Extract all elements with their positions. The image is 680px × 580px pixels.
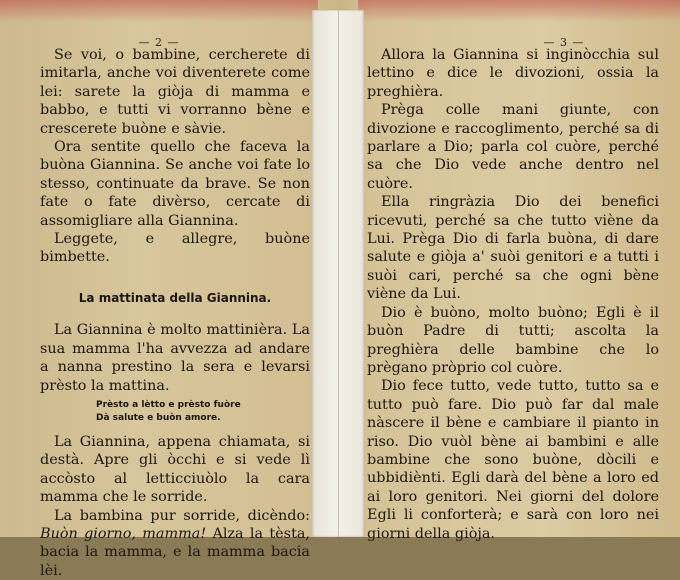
italic-greeting: Buòn giorno, mamma! bbox=[40, 525, 207, 542]
paragraph: Se voi, o bambine, cercherete di imitarla, anche voi diventerete come lei: sarete la giòja di mamma e babbo, e tutti vi vorranno bène e crescerete buòne e sàvie. bbox=[40, 47, 310, 137]
paragraph: La Giannina, appena chiamata, si destà. Apre gli òcchi e si vede lì accòsto al letticciuòlo la cara mamma che le sorride. bbox=[40, 433, 310, 506]
red-edge-stain bbox=[0, 0, 318, 22]
page-number-right: — 3 — bbox=[543, 36, 585, 49]
right-page-text bbox=[367, 46, 659, 543]
paragraph bbox=[40, 507, 310, 580]
paragraph: Ella ringràzia Dio dei benefici ricevuti, perché sa che tutto viène da Lui. Prèga Dio di farla buòna, di dare salute e giòja a' suòi genitori e a tutti i suòi cari, perché sa che ogni bène viène da Lui. bbox=[367, 194, 659, 303]
paragraph: Prèga colle mani giunte, con divozione e raccoglimento, perché sa di parlare a Dio; parla col cuòre, perché sa che Dio vede anche dentro nel cuòre. bbox=[367, 102, 659, 192]
paragraph-text: La bambina pur sorride, dicèndo: bbox=[54, 507, 310, 524]
right-page bbox=[358, 0, 680, 542]
paragraph: Dio è buòno, molto buòno; Egli è il buòn Padre di tutti; ascolta la preghièra delle bambine che lo prègano pròprio col cuòre. bbox=[367, 304, 659, 376]
paragraph-text: Alza la tèsta, bacia la mamma, e la mamma bacia lèi. bbox=[40, 525, 311, 579]
paragraph: Ora sentite quello che faceva la buòna Giannina. Se anche voi fate lo stesso, continuate da brave. Se non fate o fate divèrso, cercate di assomigliare alla Giannina. bbox=[40, 139, 310, 229]
left-page bbox=[0, 0, 318, 579]
section-heading: La mattinata della Giannina. bbox=[78, 290, 272, 305]
paragraph: Dio fece tutto, vede tutto, tutto sa e tutto può fare. Dio può far dal male nàscere il bène e cambiare il pianto in riso. Dio vuòl bène ai bambini e alle bambine che sono buòne, dòcili e ubbidiènti. Egli darà del bène a loro ed ai loro genitori. Nei giorni del dolore Egli li conforterà; e sarà con loro nei giorni della giòja. bbox=[367, 378, 659, 542]
paragraph: Leggete, e allegre, buòne bimbette. bbox=[40, 231, 310, 266]
paragraph: Allora la Giannina si inginòcchia sul lettino e dice le divozioni, ossia la preghièra. bbox=[367, 47, 659, 100]
paragraph: La Giannina è molto mattinièra. La sua mamma l'ha avvezza ad andare a nanna prestino la sera e levarsi prèsto la mattina. bbox=[40, 322, 310, 394]
verse-line: Prèsto a lètto e prèsto fuòre bbox=[96, 399, 241, 410]
verse-line: Dà salute e buòn amore. bbox=[96, 412, 221, 423]
page-number-left: — 2 — bbox=[138, 36, 180, 49]
left-page-text bbox=[40, 46, 310, 580]
red-edge-stain bbox=[358, 0, 680, 22]
spine-fold bbox=[338, 10, 339, 537]
